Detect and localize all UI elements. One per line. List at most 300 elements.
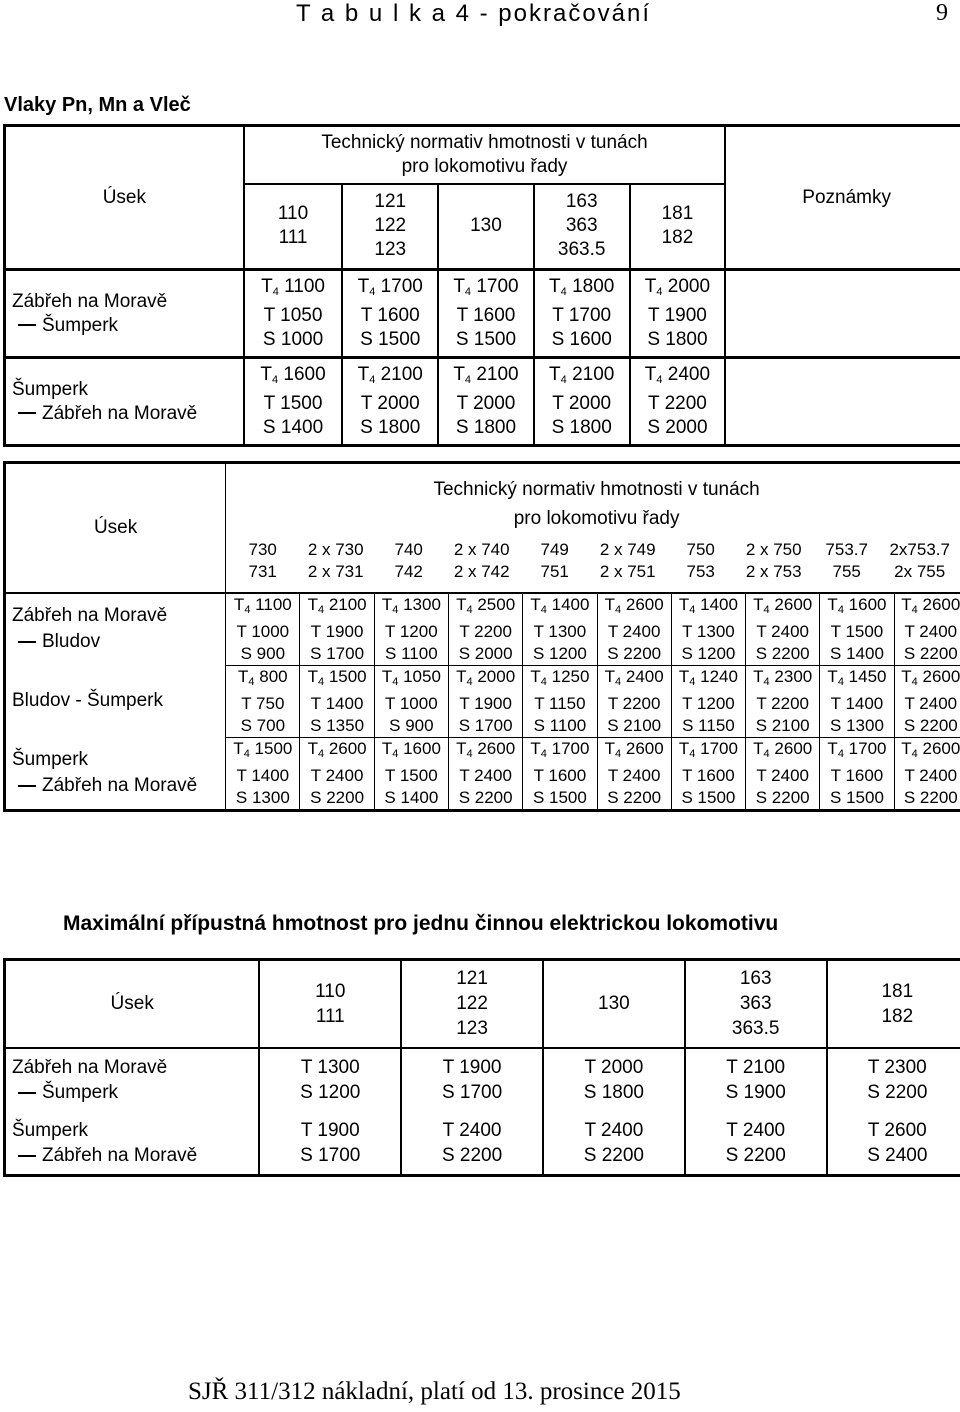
route-cell xyxy=(5,737,226,810)
dash-icon xyxy=(18,1155,36,1157)
note-cell xyxy=(725,358,960,446)
loco-class-number: 2 x 753 xyxy=(745,561,802,581)
norm-s: S 1500 xyxy=(455,329,517,350)
max-s: S 1700 xyxy=(300,1144,361,1166)
norm-t4-value: 1250 xyxy=(551,666,590,686)
max-cell xyxy=(401,1112,543,1176)
norm-s: S 1400 xyxy=(262,417,324,438)
norm-subscript: 4 xyxy=(560,286,567,298)
loco-class-number: 750 xyxy=(686,539,715,559)
norm-subscript: 4 xyxy=(248,675,255,688)
norm-t4-value: 2400 xyxy=(625,666,664,686)
norm-subscript: 4 xyxy=(466,747,473,760)
route-end xyxy=(12,629,225,655)
max-t: T 2400 xyxy=(584,1119,644,1141)
norm-s: S 1700 xyxy=(310,643,365,663)
route-end-label: Zábřeh na Moravě xyxy=(42,1144,198,1166)
norm-s: S 1400 xyxy=(830,643,884,663)
loco-class-number: 2 x 731 xyxy=(307,561,364,581)
norm-s: S 1350 xyxy=(310,715,365,735)
norm-t4: $T_4$ 2400 xyxy=(604,666,664,688)
route-end xyxy=(12,1143,258,1168)
norm-cell xyxy=(820,593,894,666)
route-end-label: Zábřeh na Moravě xyxy=(42,774,198,796)
normativ-header xyxy=(244,126,726,184)
norm-t: T 2400 xyxy=(607,765,661,785)
norm-t: T 2400 xyxy=(756,765,809,785)
loco-class-number: 111 xyxy=(278,227,308,249)
norm-s: S 2100 xyxy=(607,715,662,735)
norm-subscript: 4 xyxy=(466,603,473,616)
norm-t4: $T_4$ 2600 xyxy=(604,594,664,616)
normativ-label-1: Technický normativ hmotnosti v tunách xyxy=(321,131,648,153)
norm-t: T 2200 xyxy=(607,693,661,713)
norm-t-prefix: T xyxy=(453,276,465,297)
norm-cell xyxy=(523,593,597,666)
norm-t4 xyxy=(631,363,725,392)
norm-subscript: 4 xyxy=(392,747,399,760)
norm-cell xyxy=(894,737,960,810)
norm-cell xyxy=(438,358,534,446)
norm-t4-value: 2600 xyxy=(922,738,960,758)
route-end-label: Zábřeh na Moravě xyxy=(42,402,198,424)
norm-t: T 2400 xyxy=(904,765,958,785)
norm-t4-value: 1600 xyxy=(403,738,441,758)
norm-t4: $T_4$ 2600 xyxy=(753,738,813,760)
norm-t4-value: 1500 xyxy=(254,738,293,758)
norm-t-prefix: T xyxy=(644,276,657,297)
norm-cell xyxy=(438,270,534,358)
norm-subscript: 4 xyxy=(243,747,250,760)
table-row xyxy=(5,593,960,666)
norm-t4-value: 2600 xyxy=(625,738,664,758)
loco-class-header xyxy=(664,539,737,583)
norm-subscript: 4 xyxy=(911,675,918,688)
norm-t4: $T_4$ 1700 xyxy=(827,738,887,760)
max-s: S 1900 xyxy=(725,1082,786,1103)
norm-t4: $T_4$ 1300 xyxy=(381,594,441,616)
loco-class-header xyxy=(630,184,726,270)
norm-t4-value: 1100 xyxy=(284,276,325,297)
norm-cell xyxy=(597,665,671,737)
norm-t: T 1050 xyxy=(263,305,323,326)
loco-class-header xyxy=(299,539,372,583)
norm-s: S 1200 xyxy=(681,643,736,663)
max-t: T 2600 xyxy=(867,1119,927,1141)
loco-class-number: 749 xyxy=(540,539,569,559)
norm-s: S 2100 xyxy=(755,715,810,735)
norm-t: T 2000 xyxy=(456,393,516,414)
loco-class-number: 363 xyxy=(565,215,598,237)
max-cell xyxy=(259,1048,401,1112)
norm-t4: $T_4$ 1500 xyxy=(233,738,293,760)
poznamky-header: Poznámky xyxy=(725,126,960,270)
norm-t4-value: 1450 xyxy=(848,666,887,686)
norm-s: S 2200 xyxy=(607,787,662,807)
norm-s: S 900 xyxy=(389,715,434,735)
norm-subscript: 4 xyxy=(837,747,844,760)
norm-t4 xyxy=(343,363,437,392)
max-cell xyxy=(401,1048,543,1112)
loco-class-number: 2 x 749 xyxy=(599,539,656,559)
norm-cell xyxy=(671,593,745,666)
norm-t4: $T_4$ 2600 xyxy=(456,738,516,760)
route-cell xyxy=(5,665,226,737)
norm-t4 xyxy=(343,275,437,304)
loco-class-number: 110 xyxy=(277,203,309,225)
norm-t4-value: 2100 xyxy=(380,364,423,385)
max-cell xyxy=(259,1112,401,1176)
norm-s: S 1300 xyxy=(830,715,884,735)
max-t: T 1900 xyxy=(300,1119,360,1141)
norm-cell xyxy=(300,593,374,666)
norm-s: S 2200 xyxy=(755,787,810,807)
route-cell xyxy=(5,358,244,446)
norm-subscript: 4 xyxy=(317,675,325,688)
norm-t4-value: 1700 xyxy=(476,276,519,297)
dash-icon xyxy=(18,1092,36,1094)
loco-class-header xyxy=(543,960,685,1048)
loco-class-number: 2 x 750 xyxy=(745,539,802,559)
norm-cell xyxy=(597,737,671,810)
norm-cell xyxy=(671,665,745,737)
table-electric-norms xyxy=(3,124,960,447)
norm-t: T 1000 xyxy=(236,621,290,641)
max-cell xyxy=(685,1048,827,1112)
norm-cell xyxy=(894,593,960,666)
norm-s: S 1150 xyxy=(682,715,735,735)
route-start: Šumperk xyxy=(12,748,89,770)
norm-t4: $T_4$ 2600 xyxy=(901,738,960,760)
norm-t4-value: 2600 xyxy=(328,738,367,758)
norm-t: T 2400 xyxy=(607,621,661,641)
loco-class-number: 2 x 740 xyxy=(453,539,510,559)
norm-t4: $T_4$ 800 xyxy=(238,666,288,688)
max-s: S 2200 xyxy=(441,1144,503,1166)
normativ-label-2a: Technický normativ hmotnosti v tunách xyxy=(433,478,760,500)
max-s: S 1800 xyxy=(583,1082,644,1103)
norm-t4-value: 1400 xyxy=(700,594,738,614)
norm-t4-value: 2000 xyxy=(477,666,516,686)
norm-subscript: 4 xyxy=(369,374,376,386)
norm-s: S 2200 xyxy=(607,643,662,663)
route-end xyxy=(12,1080,258,1105)
norm-cell xyxy=(523,737,597,810)
norm-cell xyxy=(630,270,726,358)
norm-s: S 1500 xyxy=(681,787,736,807)
max-cell xyxy=(543,1112,685,1176)
dash-icon xyxy=(18,324,36,326)
norm-cell xyxy=(523,665,597,737)
loco-class-number: 755 xyxy=(832,561,861,581)
loco-class-number: 111 xyxy=(315,1005,345,1027)
dash-icon xyxy=(18,641,36,643)
norm-t4-value: 1400 xyxy=(551,594,590,614)
norm-subscript: 4 xyxy=(272,374,279,386)
section-title: Vlaky Pn, Mn a Vleč xyxy=(4,94,191,116)
norm-subscript: 4 xyxy=(656,286,663,298)
max-cell xyxy=(543,1048,685,1112)
loco-class-header xyxy=(591,539,664,583)
norm-t4 xyxy=(245,275,342,304)
page-number: 9 xyxy=(936,0,948,26)
norm-t-prefix: T xyxy=(644,364,657,385)
route-start: Šumperk xyxy=(12,1119,89,1141)
loco-class-header xyxy=(534,184,630,270)
loco-class-header xyxy=(226,539,299,583)
norm-t4-value: 2400 xyxy=(667,364,711,385)
norm-subscript: 4 xyxy=(911,747,918,760)
norm-subscript: 4 xyxy=(540,603,547,616)
norm-subscript: 4 xyxy=(615,747,622,760)
norm-cell xyxy=(534,358,630,446)
norm-t4 xyxy=(439,363,533,392)
norm-cell xyxy=(449,737,523,810)
norm-t: T 2200 xyxy=(459,621,512,641)
max-t: T 1300 xyxy=(300,1057,360,1078)
norm-cell xyxy=(226,737,300,810)
loco-class-number: 122 xyxy=(456,993,488,1015)
route-end-label: Šumperk xyxy=(42,314,119,336)
norm-subscript: 4 xyxy=(317,603,325,616)
norm-cell xyxy=(894,665,960,737)
route-cell xyxy=(5,1112,260,1176)
loco-class-header xyxy=(518,539,591,583)
loco-class-number: 740 xyxy=(394,539,423,559)
norm-t4-value: 800 xyxy=(259,666,288,686)
norm-t: T 1600 xyxy=(360,305,420,326)
norm-s: S 1500 xyxy=(360,329,421,350)
norm-cell xyxy=(374,737,448,810)
norm-t: T 2400 xyxy=(756,621,809,641)
norm-t: T 1700 xyxy=(552,305,612,326)
norm-s: S 2200 xyxy=(458,787,513,807)
max-s: S 2200 xyxy=(867,1082,928,1103)
norm-subscript: 4 xyxy=(689,747,696,760)
max-t: T 1900 xyxy=(442,1057,502,1078)
norm-cell xyxy=(300,665,374,737)
loco-class-number: 753.7 xyxy=(825,539,868,559)
norm-t-prefix: T xyxy=(453,364,465,385)
table-row xyxy=(5,1112,960,1176)
loco-class-header xyxy=(737,539,810,583)
route-end-label: Bludov xyxy=(42,631,101,653)
norm-t: T 1300 xyxy=(682,621,735,641)
norm-t4: $T_4$ 2600 xyxy=(604,738,664,760)
norm-s: S 2200 xyxy=(903,787,958,807)
norm-t4: $T_4$ 2000 xyxy=(456,666,516,688)
norm-t: T 1900 xyxy=(459,693,512,713)
norm-t4-value: 1700 xyxy=(551,738,590,758)
norm-t: T 1500 xyxy=(385,765,438,785)
norm-subscript: 4 xyxy=(560,374,567,386)
norm-subscript: 4 xyxy=(272,286,279,298)
norm-cell xyxy=(342,358,438,446)
norm-t: T 1900 xyxy=(648,305,707,326)
norm-t-prefix: T xyxy=(549,364,561,385)
loco-class-header xyxy=(685,960,827,1048)
norm-subscript: 4 xyxy=(837,675,844,688)
loco-class-number: 2x753.7 xyxy=(889,539,950,559)
norm-cell xyxy=(671,737,745,810)
max-t: T 2000 xyxy=(584,1057,644,1078)
max-s: S 1200 xyxy=(300,1082,361,1103)
norm-subscript: 4 xyxy=(317,747,325,760)
norm-t4-value: 1050 xyxy=(403,666,441,686)
norm-subscript: 4 xyxy=(615,675,622,688)
norm-t4-value: 2600 xyxy=(774,738,813,758)
norm-subscript: 4 xyxy=(911,603,918,616)
norm-s: S 2000 xyxy=(458,643,513,663)
norm-t-prefix: T xyxy=(260,364,272,385)
route-end-label: Šumperk xyxy=(42,1082,119,1103)
norm-t4-value: 2600 xyxy=(477,738,516,758)
max-cell xyxy=(827,1048,960,1112)
table-row xyxy=(5,270,960,358)
norm-t: T 1500 xyxy=(263,393,323,414)
norm-subscript: 4 xyxy=(540,675,547,688)
norm-t: T 1000 xyxy=(385,693,438,713)
loco-class-number: 110 xyxy=(315,980,346,1002)
norm-t: T 2400 xyxy=(904,621,958,641)
norm-t: T 1600 xyxy=(682,765,735,785)
normativ-label-2b: pro lokomotivu řady xyxy=(513,507,680,529)
loco-class-header xyxy=(883,539,956,583)
norm-t: T 1600 xyxy=(533,765,587,785)
norm-t: T 1400 xyxy=(830,693,884,713)
norm-s: S 1000 xyxy=(262,329,324,350)
loco-class-number: 182 xyxy=(661,227,694,249)
norm-t4: $T_4$ 1100 xyxy=(233,594,292,616)
norm-s: S 1500 xyxy=(830,787,884,807)
norm-t4: $T_4$ 2600 xyxy=(307,738,367,760)
norm-t4 xyxy=(535,275,629,304)
norm-t4: $T_4$ 2600 xyxy=(901,666,960,688)
norm-t4: $T_4$ 2500 xyxy=(456,594,516,616)
max-weight-title: Maximální přípustná hmotnost pro jednu činnou elektrickou lokomotivu xyxy=(63,912,779,935)
norm-cell xyxy=(226,665,300,737)
loco-class-number: 123 xyxy=(456,1018,488,1040)
max-cell xyxy=(827,1112,960,1176)
norm-subscript: 4 xyxy=(689,675,696,688)
norm-t4: $T_4$ 1400 xyxy=(530,594,590,616)
loco-class-header xyxy=(244,184,343,270)
norm-cell xyxy=(630,358,726,446)
loco-class-number: 181 xyxy=(661,203,694,225)
route-end xyxy=(12,773,225,799)
loco-class-header xyxy=(445,539,518,583)
norm-t-prefix: T xyxy=(357,364,370,385)
norm-cell xyxy=(244,358,343,446)
loco-class-number: 751 xyxy=(540,561,569,581)
loco-class-number: 130 xyxy=(598,993,630,1015)
norm-t4-value: 1700 xyxy=(700,738,738,758)
route-start: Bludov - Šumperk xyxy=(12,690,164,711)
loco-class-number: 2 x 751 xyxy=(599,561,656,581)
norm-cell xyxy=(449,665,523,737)
norm-s: S 900 xyxy=(240,643,286,663)
route-start: Zábřeh na Moravě xyxy=(12,1057,168,1078)
norm-cell xyxy=(226,593,300,666)
norm-t: T 1400 xyxy=(236,765,290,785)
norm-t4-value: 1500 xyxy=(328,666,367,686)
norm-t: T 2400 xyxy=(904,693,958,713)
norm-t4 xyxy=(439,275,533,304)
norm-cell xyxy=(820,737,894,810)
norm-s: S 1800 xyxy=(455,417,517,438)
table-row xyxy=(5,737,960,810)
page-title: T a b u l k a 4 - pokračování xyxy=(296,0,652,27)
table-row xyxy=(5,358,960,446)
norm-cell xyxy=(342,270,438,358)
norm-t4-value: 2600 xyxy=(922,594,960,614)
norm-t: T 1200 xyxy=(385,621,438,641)
norm-cell xyxy=(300,737,374,810)
max-t: T 2400 xyxy=(442,1119,502,1141)
norm-t: T 2400 xyxy=(459,765,512,785)
norm-t: T 2000 xyxy=(552,393,612,414)
norm-t4: $T_4$ 2300 xyxy=(753,666,813,688)
norm-t4-value: 2100 xyxy=(476,364,519,385)
norm-t4: $T_4$ 1250 xyxy=(530,666,590,688)
norm-subscript: 4 xyxy=(464,374,472,386)
norm-subscript: 4 xyxy=(689,603,696,616)
loco-class-number: 753 xyxy=(686,561,715,581)
norm-s: S 2200 xyxy=(903,715,958,735)
norm-t: T 2000 xyxy=(360,393,420,414)
norm-t4: $T_4$ 1450 xyxy=(827,666,887,688)
loco-class-header xyxy=(372,539,445,583)
loco-class-header xyxy=(259,960,401,1048)
norm-t: T 1400 xyxy=(310,693,364,713)
norm-s: S 1300 xyxy=(235,787,290,807)
norm-subscript: 4 xyxy=(464,286,472,298)
norm-t4-value: 2600 xyxy=(922,666,960,686)
norm-cell xyxy=(449,593,523,666)
norm-s: S 2200 xyxy=(755,643,810,663)
norm-t: T 2400 xyxy=(310,765,364,785)
loco-class-number: 363.5 xyxy=(557,239,606,261)
max-cell xyxy=(685,1112,827,1176)
loco-class-header xyxy=(810,539,883,583)
norm-t: T 750 xyxy=(241,693,285,713)
norm-t: T 1150 xyxy=(534,693,586,713)
loco-class-number: 363.5 xyxy=(731,1018,780,1040)
norm-t: T 2200 xyxy=(756,693,809,713)
norm-t-prefix: T xyxy=(357,276,370,297)
norm-cell xyxy=(244,270,343,358)
norm-t4: $T_4$ 2100 xyxy=(307,594,367,616)
norm-s: S 1800 xyxy=(647,329,708,350)
loco-class-number: 163 xyxy=(565,191,598,213)
norm-t4-value: 1300 xyxy=(403,594,441,614)
norm-s: S 1100 xyxy=(533,715,587,735)
usek-header-2: Úsek xyxy=(5,463,226,593)
norm-t-prefix: T xyxy=(549,276,561,297)
norm-t4: $T_4$ 1600 xyxy=(381,738,441,760)
norm-t-prefix: T xyxy=(261,276,273,297)
route-end xyxy=(12,314,243,338)
norm-cell xyxy=(746,665,820,737)
route-start: Zábřeh na Moravě xyxy=(12,290,168,312)
loco-class-number: 2 x 742 xyxy=(453,561,510,581)
norm-t4-value: 2600 xyxy=(774,594,813,614)
norm-t4-value: 2600 xyxy=(625,594,664,614)
max-s: S 2400 xyxy=(867,1144,928,1166)
norm-t: T 1900 xyxy=(310,621,364,641)
norm-cell xyxy=(534,270,630,358)
loco-class-number: 731 xyxy=(248,561,277,581)
